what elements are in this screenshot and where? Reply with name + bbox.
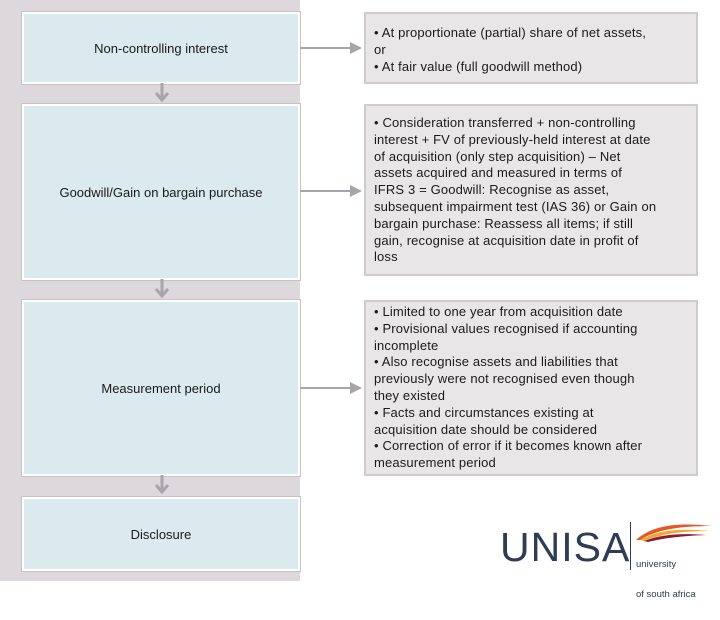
box-measurement-period xyxy=(22,300,300,476)
detail-line: acquisition date should be considered xyxy=(374,421,598,437)
box-goodwill xyxy=(22,104,300,280)
detail-line: or xyxy=(374,41,386,57)
detail-line: gain, recognise at acquisition date in profit of xyxy=(374,232,639,248)
detail-line: • At fair value (full goodwill method) xyxy=(374,58,583,74)
detail-line: • At proportionate (partial) share of net assets, xyxy=(374,25,647,40)
logo-subtitle-line: of south africa xyxy=(636,589,696,600)
detail-line: • Provisional values recognised if accounting xyxy=(374,320,638,336)
detail-line: • Facts and circumstances existing at xyxy=(374,404,594,420)
box-disclosure xyxy=(22,497,300,571)
detail-line: IFRS 3 = Goodwill: Recognise as asset, xyxy=(374,182,610,198)
detail-line: subsequent impairment test (IAS 36) or Gain on xyxy=(374,198,657,214)
detail-line: measurement period xyxy=(374,455,496,471)
logo-wordmark: UNISA xyxy=(500,524,631,570)
detail-line: • Also recognise assets and liabilities that xyxy=(374,354,618,370)
detail-line: of acquisition (only step acquisition) – Net xyxy=(374,148,621,164)
detail-line: interest + FV of previously-held interest at date xyxy=(374,131,651,147)
box-label: Measurement period xyxy=(101,380,221,396)
right-arrow-icon xyxy=(300,380,364,396)
detail-line: • Correction of error if it becomes known after xyxy=(374,438,643,454)
detail-box-non-controlling-interest xyxy=(364,12,698,84)
detail-line: incomplete xyxy=(374,337,439,353)
right-arrow-icon xyxy=(300,40,364,56)
logo-subtitle xyxy=(636,540,696,620)
detail-line: bargain purchase: Reassess all items; if still xyxy=(374,215,634,231)
logo-swoosh-icon xyxy=(634,520,714,542)
detail-box-measurement-period xyxy=(364,300,698,476)
down-arrow-icon xyxy=(153,83,171,105)
down-arrow-icon xyxy=(153,279,171,301)
detail-line: loss xyxy=(374,249,398,265)
box-label: Non-controlling interest xyxy=(94,40,228,56)
detail-line: assets acquired and measured in terms of xyxy=(374,165,623,181)
detail-line: • Consideration transferred + non-controlling xyxy=(374,115,636,130)
left-column-background xyxy=(0,0,300,581)
detail-line: previously were not recognised even though xyxy=(374,371,635,387)
unisa-logo xyxy=(500,520,715,600)
box-label: Disclosure xyxy=(130,526,192,542)
right-arrow-icon xyxy=(300,183,364,199)
detail-line: • Limited to one year from acquisition date xyxy=(374,304,623,319)
logo-subtitle-line: university xyxy=(636,559,677,570)
box-non-controlling-interest xyxy=(22,12,300,84)
detail-line: they existed xyxy=(374,387,446,403)
detail-box-goodwill xyxy=(364,104,698,276)
down-arrow-icon xyxy=(153,475,171,497)
logo-divider xyxy=(630,522,631,570)
box-label: Goodwill/Gain on bargain purchase xyxy=(59,184,263,200)
